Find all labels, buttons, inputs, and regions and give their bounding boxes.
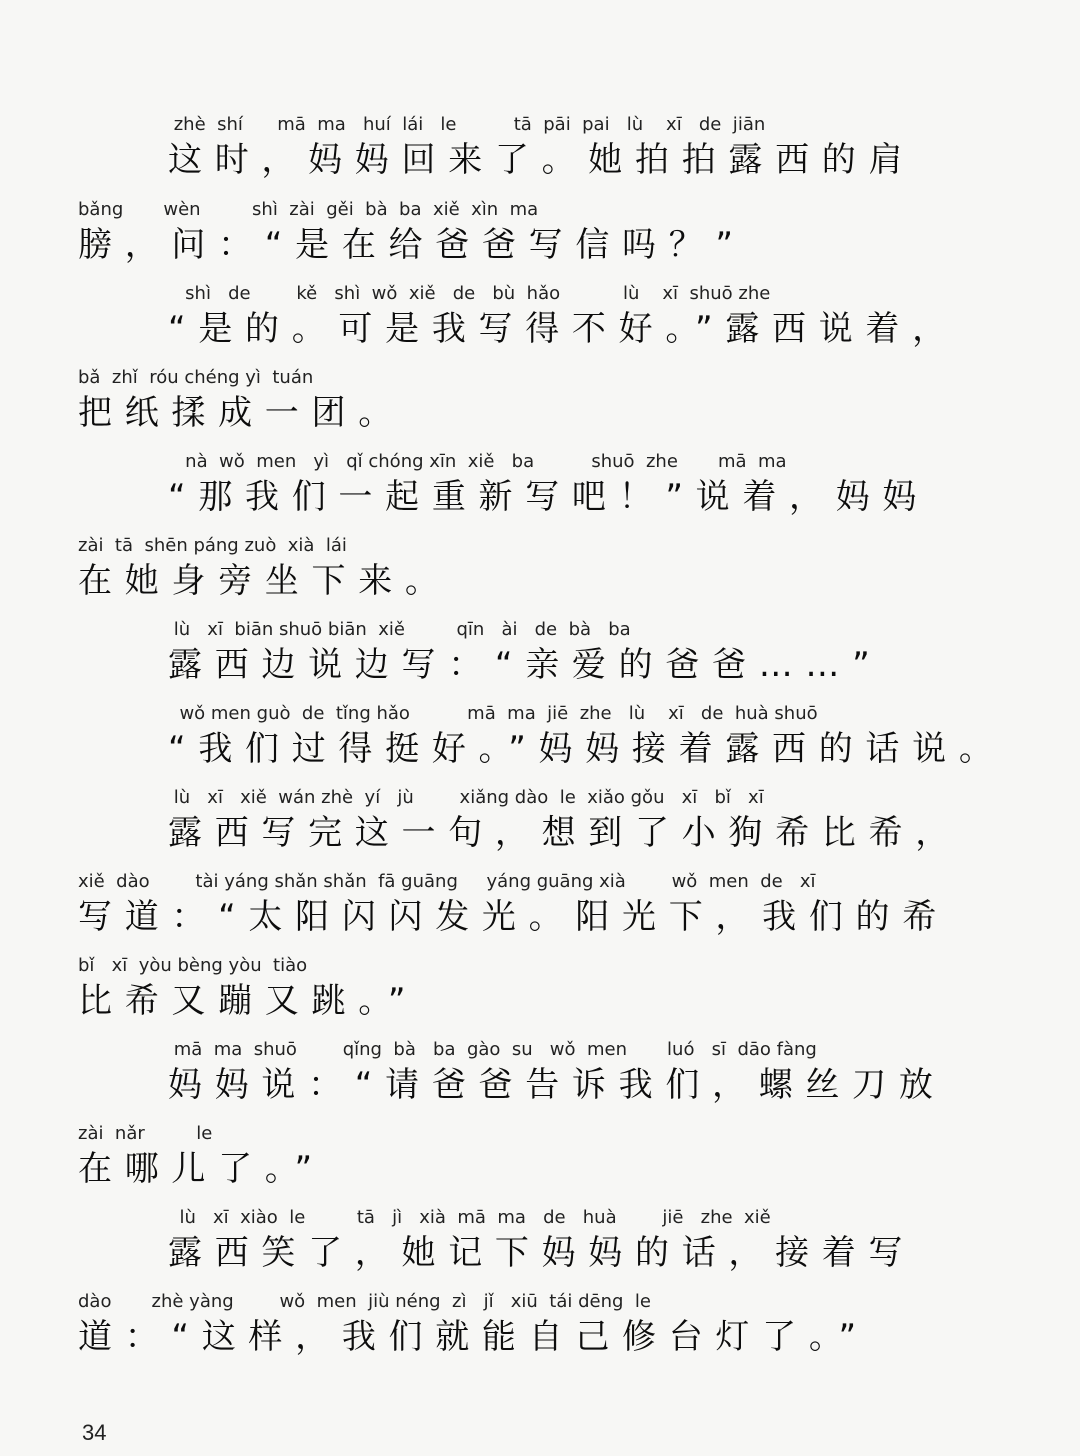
- hanzi-line: 在她身旁坐下来。: [78, 561, 452, 601]
- text-line: [78, 1121, 958, 1205]
- pinyin-line: wǒ men guò de tǐng hǎo mā ma jiē zhe lù xī de huà shuō: [168, 703, 818, 724]
- pinyin-line: zài nǎr le: [78, 1123, 213, 1144]
- pinyin-line: lù xī xiě wán zhè yí jù xiǎng dào le xiǎo gǒu xī bǐ xī: [168, 787, 764, 808]
- hanzi-line: 露西写完这一句，想到了小狗希比希，: [168, 813, 962, 853]
- text-line: [168, 1037, 958, 1121]
- hanzi-line: 这时，妈妈回来了。她拍拍露西的肩: [168, 140, 916, 180]
- pinyin-line: nà wǒ men yì qǐ chóng xīn xiě ba shuō zhe mā ma: [168, 451, 787, 472]
- hanzi-line: “我们过得挺好。”妈妈接着露西的话说。: [168, 729, 1006, 769]
- text-line: [78, 533, 958, 617]
- pinyin-line: dào zhè yàng wǒ men jiù néng zì jǐ xiū tái dēng le: [78, 1291, 651, 1312]
- pinyin-line: lù xī biān shuō biān xiě qīn ài de bà ba: [168, 619, 631, 640]
- hanzi-line: 道：“这样，我们就能自己修台灯了。”: [78, 1317, 869, 1357]
- page-number: 34: [82, 1420, 107, 1445]
- text-line: [168, 617, 958, 701]
- hanzi-line: 在哪儿了。”: [78, 1149, 325, 1189]
- pinyin-line: lù xī xiào le tā jì xià mā ma de huà jiē zhe xiě: [168, 1207, 771, 1228]
- text-line: [168, 785, 962, 869]
- hanzi-line: 膀，问：“是在给爸爸写信吗？”: [78, 225, 746, 265]
- pinyin-line: bǐ xī yòu bèng yòu tiào: [78, 955, 308, 976]
- pinyin-line: bǎng wèn shì zài gěi bà ba xiě xìn ma: [78, 199, 539, 220]
- hanzi-line: “是的。可是我写得不好。”露西说着，: [168, 309, 959, 349]
- pinyin-line: bǎ zhǐ róu chéng yì tuán: [78, 367, 314, 388]
- hanzi-line: “那我们一起重新写吧！”说着，妈妈: [168, 477, 930, 517]
- text-line: [78, 1289, 958, 1373]
- hanzi-line: 写道：“太阳闪闪发光。阳光下，我们的希: [78, 897, 949, 937]
- hanzi-line: 露西笑了，她记下妈妈的话，接着写: [168, 1233, 916, 1273]
- text-line: [78, 953, 958, 1037]
- text-line: [168, 701, 1006, 785]
- text-line: [168, 449, 958, 533]
- text-line: [78, 365, 958, 449]
- pinyin-line: zhè shí mā ma huí lái le tā pāi pai lù xī de jiān: [168, 114, 766, 135]
- hanzi-line: 比希又蹦又跳。”: [78, 981, 419, 1021]
- pinyin-line: shì de kě shì wǒ xiě de bù hǎo lù xī shuō zhe: [168, 283, 771, 304]
- hanzi-line: 露西边说边写：“亲爱的爸爸……”: [168, 645, 883, 685]
- hanzi-line: 妈妈说：“请爸爸告诉我们，螺丝刀放: [168, 1065, 946, 1105]
- pinyin-line: xiě dào tài yáng shǎn shǎn fā guāng yáng guāng xià wǒ men de xī: [78, 871, 816, 892]
- text-line: [168, 112, 958, 196]
- pinyin-line: mā ma shuō qǐng bà ba gào su wǒ men luó sī dāo fàng: [168, 1039, 817, 1060]
- pinyin-line: zài tā shēn páng zuò xià lái: [78, 535, 347, 556]
- text-line: [168, 281, 958, 365]
- text-line: [78, 197, 958, 281]
- text-line: [168, 1205, 958, 1289]
- text-line: [78, 869, 958, 953]
- hanzi-line: 把纸揉成一团。: [78, 393, 405, 433]
